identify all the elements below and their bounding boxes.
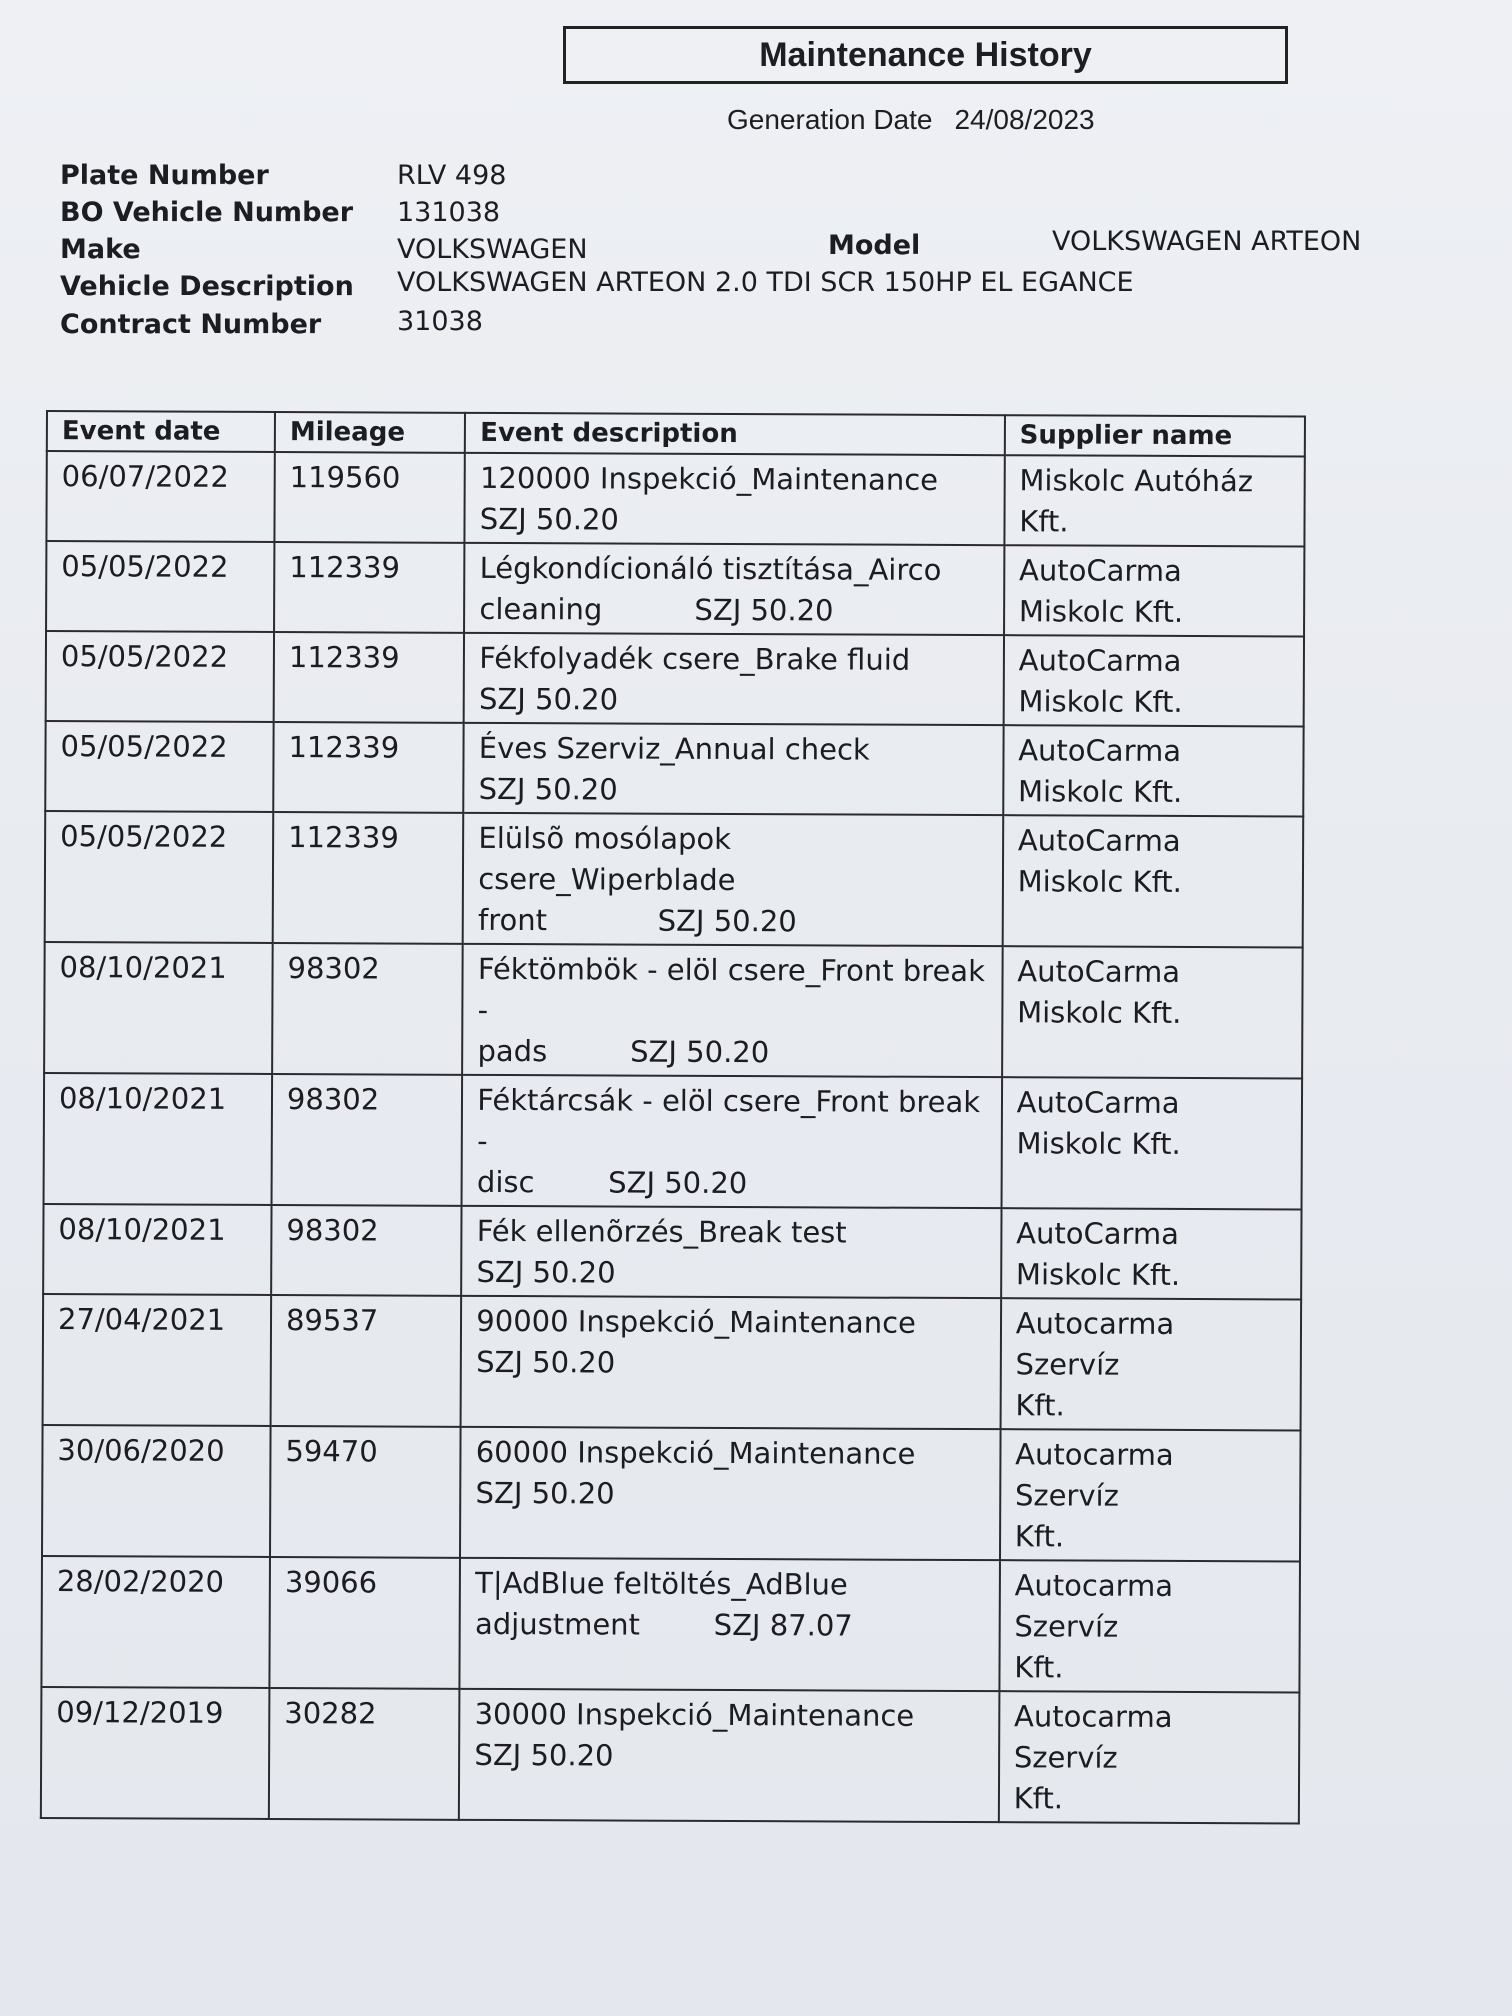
mileage-cell: 112339 <box>274 632 465 723</box>
supplier-line: AutoCarma <box>1017 954 1181 989</box>
plate-number-value: RLV 498 <box>397 160 507 191</box>
table-row <box>43 1294 1302 1430</box>
description-line: cleaning SZJ 50.20 <box>479 591 834 628</box>
mileage-cell: 112339 <box>273 812 464 944</box>
vehicle-description-label: Vehicle Description <box>60 271 354 302</box>
document-title: Maintenance History <box>563 26 1288 84</box>
make-value: VOLKSWAGEN <box>397 234 588 265</box>
supplier-line: Autocarma Szervíz <box>1014 1437 1174 1513</box>
table-row <box>46 631 1304 726</box>
table-row <box>46 451 1304 546</box>
maintenance-history-table <box>40 410 1306 1824</box>
event-date-cell: 28/02/2020 <box>41 1556 270 1688</box>
supplier-line: AutoCarma <box>1018 733 1182 768</box>
event-description-cell <box>461 1206 1001 1298</box>
supplier-line: AutoCarma <box>1018 643 1182 678</box>
mileage-cell: 59470 <box>270 1426 461 1558</box>
mileage-cell: 98302 <box>272 1074 463 1206</box>
model-value: VOLKSWAGEN ARTEON <box>1052 226 1362 257</box>
supplier-line: Kft. <box>1014 1519 1065 1554</box>
table-row <box>45 721 1303 816</box>
description-line: Fék ellenõrzés_Break test <box>476 1213 847 1250</box>
event-date-cell: 08/10/2021 <box>44 1073 273 1205</box>
contract-number-label: Contract Number <box>60 309 322 340</box>
header-event-description: Event description <box>465 413 1005 455</box>
supplier-line: Kft. <box>1013 1781 1064 1816</box>
supplier-line: Miskolc Kft. <box>1017 995 1182 1030</box>
event-description-cell <box>459 1689 999 1822</box>
event-description-cell <box>461 1296 1001 1429</box>
table-row <box>42 1425 1301 1561</box>
supplier-name-cell <box>1003 635 1304 726</box>
mileage-cell: 39066 <box>269 1557 460 1689</box>
supplier-line: Miskolc Kft. <box>1018 594 1184 629</box>
supplier-name-cell <box>1001 1208 1302 1299</box>
mileage-cell: 112339 <box>273 722 464 813</box>
mileage-cell: 89537 <box>271 1295 462 1427</box>
table-row <box>44 942 1303 1078</box>
make-label: Make <box>60 234 141 265</box>
description-line: front SZJ 50.20 <box>478 902 797 939</box>
supplier-name-cell <box>1000 1429 1301 1561</box>
supplier-line: AutoCarma <box>1018 553 1182 588</box>
table-row <box>46 541 1304 636</box>
event-description-cell <box>464 723 1004 815</box>
description-line: SZJ 50.20 <box>476 1254 616 1290</box>
event-description-cell <box>460 1427 1000 1560</box>
event-description-cell <box>463 813 1003 946</box>
description-line: Légkondícionáló tisztítása_Airco <box>479 550 942 587</box>
event-description-cell <box>460 1558 1000 1691</box>
event-date-cell: 08/10/2021 <box>44 942 273 1074</box>
supplier-line: Miskolc Kft. <box>1017 864 1182 899</box>
description-line: SZJ 50.20 <box>479 501 619 537</box>
supplier-line: Kft. <box>1015 1388 1065 1423</box>
supplier-line: AutoCarma <box>1016 1085 1180 1120</box>
supplier-line: Miskolc Kft. <box>1015 1257 1181 1292</box>
description-line: SZJ 50.20 <box>478 681 619 717</box>
bo-vehicle-number-value: 131038 <box>397 197 501 228</box>
description-line: pads SZJ 50.20 <box>477 1033 770 1070</box>
description-line: Fékfolyadék csere_Brake fluid <box>479 640 911 677</box>
generation-date-label: Generation Date <box>727 104 933 135</box>
description-line: 60000 Inspekció_Maintenance <box>475 1434 916 1471</box>
supplier-name-cell <box>999 1560 1300 1692</box>
supplier-name-cell <box>1001 1077 1302 1209</box>
mileage-cell: 98302 <box>272 943 463 1075</box>
supplier-name-cell <box>1002 946 1303 1078</box>
table-header-row <box>47 411 1305 456</box>
model-label: Model <box>828 230 921 261</box>
description-line: Féktömbök - elöl csere_Front break - <box>477 951 985 1027</box>
description-line: SZJ 50.20 <box>476 1344 616 1380</box>
description-line: Éves Szerviz_Annual check <box>478 730 870 767</box>
supplier-line: Miskolc Autóház <box>1019 463 1254 499</box>
description-line: 120000 Inspekció_Maintenance <box>479 460 939 497</box>
contract-number-value: 31038 <box>397 306 483 337</box>
header-event-date: Event date <box>47 411 275 452</box>
table-row <box>43 1204 1301 1299</box>
description-line: Féktárcsák - elöl csere_Front break - <box>477 1082 981 1158</box>
event-description-cell <box>462 944 1002 1077</box>
supplier-line: Autocarma Szervíz <box>1015 1306 1175 1382</box>
supplier-line: AutoCarma <box>1017 823 1181 858</box>
description-line: 30000 Inspekció_Maintenance <box>474 1696 915 1733</box>
generation-date-value: 24/08/2023 <box>954 104 1095 135</box>
supplier-line: Kft. <box>1019 504 1069 539</box>
mileage-cell: 112339 <box>274 542 465 633</box>
description-line: disc SZJ 50.20 <box>476 1164 748 1201</box>
table-row <box>44 1073 1303 1209</box>
event-date-cell: 08/10/2021 <box>43 1204 271 1295</box>
description-line: SZJ 50.20 <box>478 771 618 807</box>
table-row <box>41 1687 1300 1823</box>
table-row <box>41 1556 1300 1692</box>
vehicle-description-value: VOLKSWAGEN ARTEON 2.0 TDI SCR 150HP EL EGANCE <box>397 267 1134 298</box>
event-description-cell <box>464 633 1004 725</box>
mileage-cell: 98302 <box>271 1205 462 1296</box>
description-line: SZJ 50.20 <box>474 1737 614 1773</box>
mileage-cell: 30282 <box>269 1688 460 1820</box>
supplier-line: Autocarma Szervíz <box>1013 1699 1173 1775</box>
supplier-line: AutoCarma <box>1016 1216 1180 1251</box>
generation-date <box>727 104 1095 136</box>
bo-vehicle-number-label: BO Vehicle Number <box>60 197 354 228</box>
event-date-cell: 27/04/2021 <box>43 1294 272 1426</box>
header-supplier-name: Supplier name <box>1005 415 1305 456</box>
supplier-line: Miskolc Kft. <box>1018 684 1183 719</box>
event-date-cell: 30/06/2020 <box>42 1425 271 1557</box>
description-line: adjustment SZJ 87.07 <box>474 1606 853 1643</box>
supplier-name-cell <box>1000 1298 1301 1430</box>
header-mileage: Mileage <box>275 412 466 453</box>
plate-number-label: Plate Number <box>60 160 269 191</box>
supplier-name-cell <box>1004 455 1305 546</box>
event-date-cell: 09/12/2019 <box>41 1687 270 1819</box>
description-line: 90000 Inspekció_Maintenance <box>476 1303 916 1340</box>
table-row <box>45 811 1304 947</box>
supplier-line: Miskolc Kft. <box>1018 774 1183 809</box>
event-date-cell: 05/05/2022 <box>46 541 274 632</box>
description-line: T|AdBlue feltöltés_AdBlue <box>475 1565 848 1602</box>
event-description-cell <box>462 1075 1002 1208</box>
supplier-name-cell <box>999 1691 1300 1823</box>
supplier-name-cell <box>1004 545 1305 636</box>
description-line: Elülsõ mosólapok csere_Wiperblade <box>478 820 736 898</box>
event-description-cell <box>465 453 1005 545</box>
supplier-line: Miskolc Kft. <box>1016 1126 1181 1161</box>
event-date-cell: 05/05/2022 <box>45 721 273 812</box>
supplier-line: Kft. <box>1014 1650 1064 1685</box>
event-date-cell: 05/05/2022 <box>45 811 274 943</box>
supplier-name-cell <box>1002 815 1303 947</box>
supplier-line: Autocarma Szervíz <box>1014 1568 1174 1644</box>
event-description-cell <box>464 543 1004 635</box>
supplier-name-cell <box>1003 725 1304 816</box>
description-line: SZJ 50.20 <box>475 1475 615 1511</box>
mileage-cell: 119560 <box>274 452 465 543</box>
event-date-cell: 06/07/2022 <box>46 451 274 542</box>
event-date-cell: 05/05/2022 <box>46 631 274 722</box>
